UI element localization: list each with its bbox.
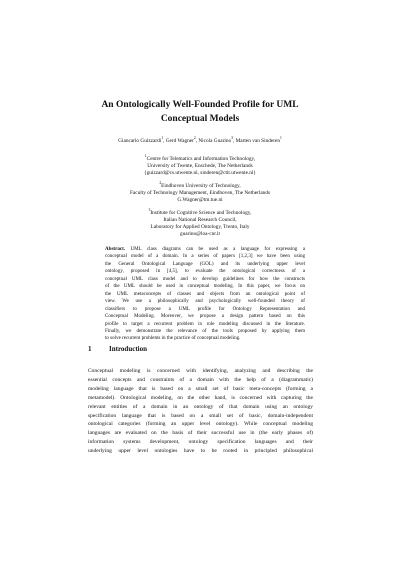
paper-title-line-1: An Ontologically Well-Founded Profile for UML — [101, 100, 299, 110]
abstract-line: the General Ontological Language (GOL) and its underlying upper level — [105, 260, 305, 267]
abstract-line-text: UML class diagrams can be used as a language for expressing a — [125, 246, 305, 252]
affiliation-line: Italian National Research Council, — [163, 217, 237, 223]
affiliation-line: Laboratory for Applied Ontology, Trento, Italy — [150, 224, 250, 230]
affiliation-line: Institute for Cognitive Science and Technology, — [150, 210, 252, 216]
body-line: underlying upper level ontologies have to be rooted in principled philosophical — [88, 448, 313, 455]
abstract-line: classifiers to propose a UML profile for Ontology Representation and — [105, 305, 305, 312]
abstract-line: ontology, proposed in [4,5], to evaluate the ontological correctness of a — [105, 268, 305, 275]
author-mark: 3 — [231, 136, 233, 141]
affiliation-mark: 3 — [148, 208, 151, 213]
affiliation-1 — [0, 156, 400, 177]
body-line: specification language that is based on a small set of basic, domain-independent — [88, 412, 313, 419]
author-mark: 1 — [280, 136, 282, 141]
body-text — [88, 367, 313, 456]
body-line: Conceptual modeling is concerned with identifying, analyzing and describing the — [88, 368, 313, 374]
body-line: languages are evaluated on the basis of their successful use in (the early phases of) — [88, 430, 313, 437]
section-number: 1 — [88, 345, 92, 353]
affiliation-mark: 2 — [159, 181, 162, 186]
author-mark: 2 — [193, 136, 196, 141]
abstract-line: of the UML should be used in conceptual modeling. In this paper, we focus on — [105, 283, 305, 290]
affiliation-mark: 1 — [144, 154, 147, 159]
abstract-line: profile to target a recurrent problem in role modeling discussed in the literature. — [105, 320, 305, 327]
abstract-line: to solve recurrent problems in the practice of conceptual modeling. — [105, 335, 241, 342]
abstract-line: view. We use a philosophically and psychologically well-founded theory of — [105, 298, 305, 305]
paper-title-line-2: Conceptual Models — [160, 114, 240, 124]
author-list: Giancarlo Guizzardi$^1$, Gerd Wagner$^2$, Nicola Guarino$^3$, Marten van Sinderen$^1$ — [118, 136, 282, 144]
body-line: modeling language that is based on a small set of basic meta-concepts (forming a — [88, 385, 313, 392]
affiliation-2 — [0, 183, 400, 204]
body-line: relevant entities of a domain in an ontology of that domain using an ontology — [88, 403, 313, 410]
abstract-line: the UML metaconcepts of classes and objects from an ontological point of — [105, 290, 305, 297]
abstract-line: Finally, we demonstrate the relevance of the tools proposed by applying them — [105, 327, 305, 334]
affiliation-3 — [0, 210, 400, 238]
body-line: essential concepts and constraints of a domain with the help of a (diagrammatic) — [88, 376, 313, 383]
affiliation-email: G.Wagner@tm.tue.nl — [177, 197, 223, 203]
affiliation-line: Faculty of Technology Management, Eindhoven, The Netherlands — [129, 190, 271, 196]
abstract-label: Abstract. — [105, 246, 126, 252]
affiliation-line: University of Twente, Enschede, The Netherlands — [147, 163, 253, 169]
section-heading — [88, 345, 147, 353]
author-name: Gerd Wagner — [165, 138, 194, 144]
abstract — [105, 246, 305, 343]
body-line: information systems development, ontology specification languages and their — [88, 439, 313, 446]
author-name: Marten van Sinderen — [235, 138, 281, 144]
affiliation-email: guarino@loa-cnr.it — [179, 231, 221, 237]
affiliation-line: Eindhoven University of Technology, — [161, 183, 241, 189]
abstract-line: conceptual model of a domain. In a series of papers [1,2,3] we have been using — [105, 253, 305, 260]
section-title: Introduction — [109, 345, 147, 353]
body-line: ontological categories (forming an upper level ontology). While conceptual modeling — [88, 421, 313, 428]
affiliation-email: {guizzard@cs.utwente.nl, sinderen@ctit.utwente.nl} — [144, 170, 256, 176]
author-name: Nicola Guarino — [198, 138, 232, 144]
body-line: metamodel). Ontological modeling, on the other hand, is concerned with capturing the — [88, 394, 313, 401]
abstract-line: conceptual UML class model and to develop guidelines for how the constructs — [105, 275, 305, 282]
abstract-line: Conceptual Modeling. Moreover, we propose a design pattern based on this — [105, 313, 305, 320]
author-mark: 1 — [161, 136, 164, 141]
paper-title — [0, 98, 400, 126]
affiliation-line: Centre for Telematics and Information Technology, — [146, 156, 256, 162]
author-name: Giancarlo Guizzardi — [118, 138, 162, 144]
